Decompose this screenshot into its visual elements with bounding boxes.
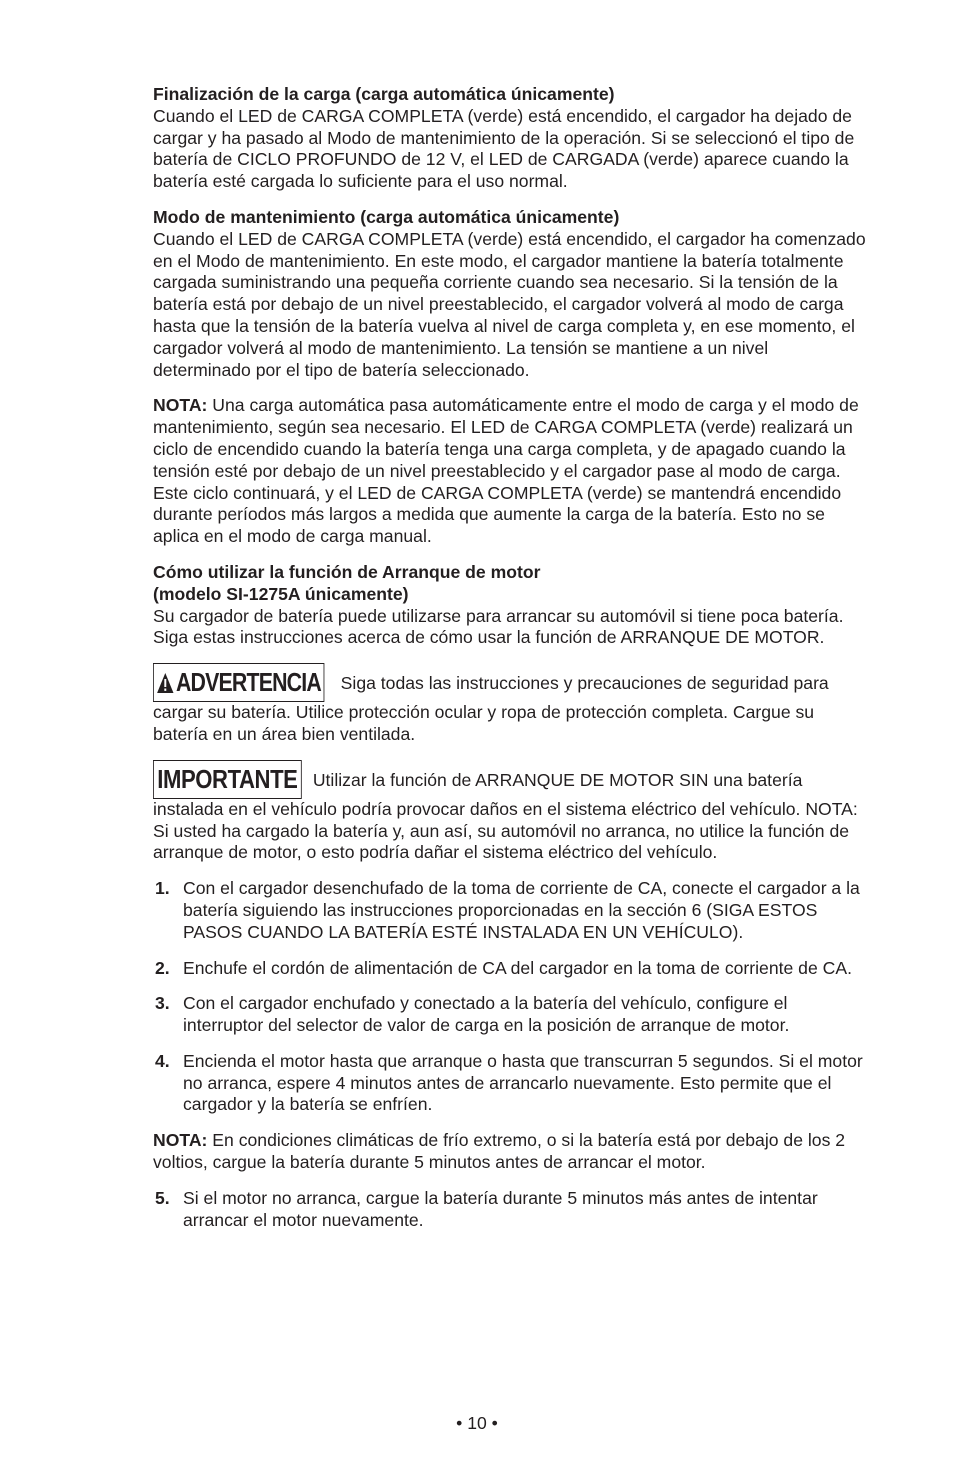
steps-list — [153, 878, 869, 1116]
section-finalizacion — [153, 84, 869, 193]
section-subheading: (modelo SI-1275A únicamente) — [153, 583, 409, 604]
step-number: 2. — [155, 957, 170, 978]
note-text: Una carga automática pasa automáticamente entre el modo de carga y el modo de mantenimiento, según sea necesario. El LED de CARGA COMPLETA (verde) realizará un ciclo de encendido cuando la batería tenga una carga completa, y de apagado cuando la tensión esté por debajo de un nivel preestablecido y el cargador pase al modo de carga. Este ciclo continuará, y el LED de CARGA COMPLETA (verde) se mantendrá encendido durante períodos más largos a medida que aumente la carga de la batería. Esto no se aplica en el modo de carga manual. — [153, 395, 859, 547]
step-text: Con el cargador enchufado y conectado a la batería del vehículo, configure el interruptor del selector de valor de carga en la posición de arranque de motor. — [183, 993, 790, 1036]
warning-text: Siga todas las instrucciones y precauciones de seguridad para cargar su batería. Utilice protección ocular y ropa de protección completa. Cargue su batería en un área bien ventilada. — [153, 673, 829, 744]
section-heading: Cómo utilizar la función de Arranque de motor — [153, 561, 541, 582]
note-label: NOTA: — [153, 1130, 208, 1151]
section-text: Cuando el LED de CARGA COMPLETA (verde) está encendido, el cargador ha dejado de cargar y ha pasado al Modo de mantenimiento de la operación. Si se seleccionó el tipo de batería de CICLO PROFUNDO de 12 V, el LED de CARGADA (verde) aparece cuando la batería esté cargada lo suficiente para el uso normal. — [153, 105, 855, 192]
important-badge: IMPORTANTE — [153, 760, 302, 799]
note-cold-weather — [153, 1130, 869, 1174]
step-number: 3. — [155, 993, 170, 1014]
step-text: Enchufe el cordón de alimentación de CA del cargador en la toma de corriente de CA. — [183, 957, 852, 978]
step-number: 5. — [155, 1187, 170, 1208]
warning-badge — [153, 663, 324, 702]
page-content — [153, 84, 869, 1245]
warning-triangle-icon — [156, 672, 174, 694]
list-item — [153, 958, 869, 980]
warning-block — [153, 663, 869, 746]
step-text: Encienda el motor hasta que arranque o hasta que transcurran 5 segundos. Si el motor no arranca, espere 4 minutos antes de arrancarlo nuevamente. Esto permite que el cargador y la batería se enfríen. — [183, 1050, 863, 1115]
step-number: 1. — [155, 878, 170, 899]
important-block — [153, 760, 869, 864]
step-text: Con el cargador desenchufado de la toma de corriente de CA, conecte el cargador a la batería siguiendo las instrucciones proporcionadas en la sección 6 (SIGA ESTOS PASOS CUANDO LA BATERÍA ESTÉ INSTALADA EN UN VEHÍCULO). — [183, 878, 860, 942]
note-text: En condiciones climáticas de frío extremo, o si la batería está por debajo de los 2 voltios, cargue la batería durante 5 minutos antes de arrancar el motor. — [153, 1130, 846, 1173]
section-text: Su cargador de batería puede utilizarse para arrancar su automóvil si tiene poca batería. Siga estas instrucciones acerca de cómo usar la función de ARRANQUE DE MOTOR. — [153, 605, 844, 648]
list-item — [153, 993, 869, 1037]
list-item — [153, 878, 869, 943]
list-item — [153, 1051, 869, 1116]
steps-list-continued — [153, 1188, 869, 1232]
note-label: NOTA: — [153, 395, 208, 416]
page-number: • 10 • — [456, 1413, 498, 1433]
step-text: Si el motor no arranca, cargue la batería durante 5 minutos más antes de intentar arrancar el motor nuevamente. — [183, 1187, 818, 1230]
section-heading: Finalización de la carga (carga automática únicamente) — [153, 84, 615, 104]
section-engine-start — [153, 562, 869, 649]
note-automatic-charge — [153, 395, 869, 548]
step-number: 4. — [155, 1050, 170, 1071]
section-text: Cuando el LED de CARGA COMPLETA (verde) está encendido, el cargador ha comenzado en el Modo de mantenimiento. En este modo, el cargador mantiene la batería totalmente cargada suministrando una pequeña corriente cuando sea necesario. Si la tensión de la batería está por debajo de un nivel preestablecido, el cargador volverá al modo de carga hasta que la tensión de la batería vuelva al nivel de carga completa y, en ese momento, el cargador volverá al modo de mantenimiento. La tensión se mantiene a un nivel determinado por el tipo de batería seleccionado. — [153, 228, 866, 380]
warning-badge-label: ADVERTENCIA — [175, 667, 321, 698]
important-text: Utilizar la función de ARRANQUE DE MOTOR SIN una batería instalada en el vehículo podría provocar daños en el sistema eléctrico del vehículo. NOTA: Si usted ha cargado la batería y, aun así, su automóvil no arranca, no utilice la función de arranque de motor, o esto podría dañar el sistema eléctrico del vehículo. — [153, 769, 858, 863]
section-mantenimiento — [153, 207, 869, 381]
section-heading: Modo de mantenimiento (carga automática únicamente) — [153, 206, 620, 227]
list-item — [153, 1188, 869, 1232]
